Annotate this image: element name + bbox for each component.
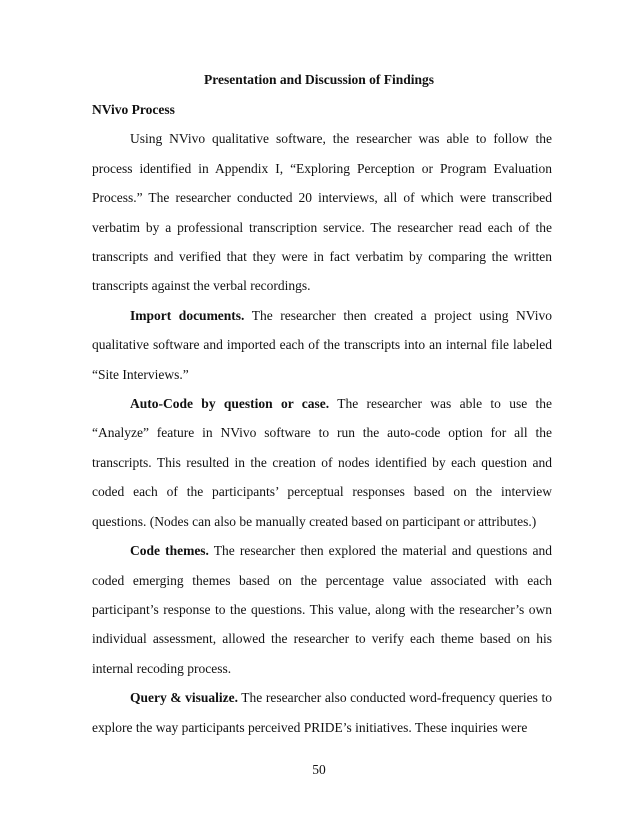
paragraph-heading: Query & visualize. (130, 690, 238, 706)
paragraph-heading: Code themes. (130, 543, 209, 559)
paragraph-heading: Import documents. (130, 307, 245, 323)
paragraph (92, 301, 552, 389)
page-number: 50 (312, 762, 326, 777)
paragraph-text: The researcher then created a project using NVivo qualitative software and imported each of the transcripts into an internal file labeled “Site Interviews.” (92, 307, 552, 382)
paragraph-text: The researcher was able to use the “Analyze” feature in NVivo software to run the auto-code option for all the transcripts. This resulted in the creation of nodes identified by each question and coded each of the participants’ perceptual responses based on the interview questions. (Nodes can also be manually created based on participant or attributes.) (92, 396, 552, 529)
paragraph-text: The researcher also conducted word-frequency queries to explore the way participants perceived PRIDE’s initiatives. These inquiries were (92, 690, 552, 735)
paragraph-text: The researcher then explored the material and questions and coded emerging themes based on the percentage value associated with each participant’s response to the questions. This value, along with the researcher’s own individual assessment, allowed the researcher to verify each theme based on his internal recoding process. (92, 543, 552, 676)
paragraph-text: Using NVivo qualitative software, the researcher was able to follow the process identified in Appendix I, “Exploring Perception or Program Evaluation Process.” The researcher conducted 20 interviews, all of which were transcribed verbatim by a professional transcription service. The researcher read each of the transcripts and verified that they were in fact verbatim by comparing the written transcripts against the verbal recordings. (92, 131, 552, 294)
paragraph (92, 683, 552, 742)
section-heading: NVivo Process (92, 102, 175, 117)
page-title: Presentation and Discussion of Findings (203, 72, 435, 87)
paragraph (92, 536, 552, 683)
paragraph (92, 124, 552, 300)
paragraph (92, 389, 552, 536)
paragraph-heading: Auto-Code by question or case. (130, 396, 330, 412)
document-body (92, 95, 552, 742)
